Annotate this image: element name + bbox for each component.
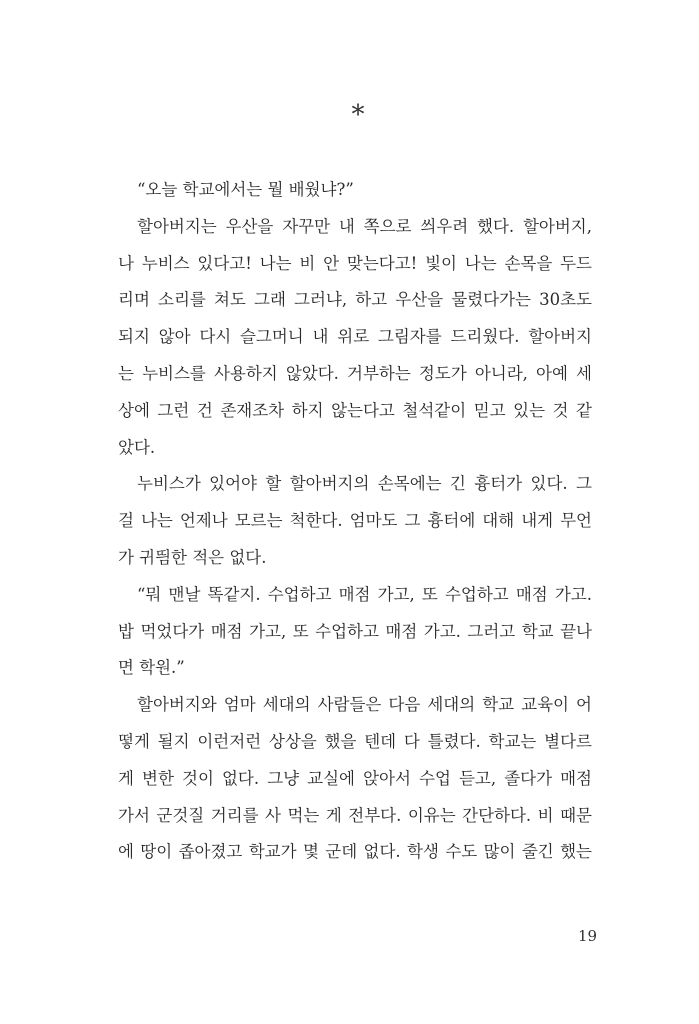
text-line: 가 귀띔한 적은 없다.: [118, 547, 267, 567]
section-break-asterisk: *: [351, 100, 365, 130]
text-line: 누비스가 있어야 할 할아버지의 손목에는 긴 흉터가 있다. 그: [137, 474, 592, 494]
text-line: 할아버지와 엄마 세대의 사람들은 다음 세대의 학교 교육이 어: [137, 695, 592, 715]
text-line: 밥 먹었다가 매점 가고, 또 수업하고 매점 가고. 그러고 학교 끝나: [118, 621, 592, 641]
body-text: [118, 172, 592, 871]
text-line: 가서 군것질 거리를 사 먹는 게 전부다. 이유는 간단하다. 비 때문: [118, 805, 592, 825]
text-line: 상에 그런 건 존재조차 하지 않는다고 철석같이 믿고 있는 것 같: [118, 400, 592, 420]
text-line: 면 학원.”: [118, 658, 185, 678]
text-line: “뭐 맨날 똑같지. 수업하고 매점 가고, 또 수업하고 매점 가고.: [137, 584, 592, 604]
text-line: 에 땅이 좁아졌고 학교가 몇 군데 없다. 학생 수도 많이 줄긴 했는: [118, 842, 592, 862]
text-line: 는 누비스를 사용하지 않았다. 거부하는 정도가 아니라, 아예 세: [118, 363, 592, 383]
text-line: “오늘 학교에서는 뭘 배웠냐?”: [137, 180, 354, 199]
page-number: 19: [578, 927, 598, 945]
text-line: 았다.: [118, 437, 156, 457]
text-line: 나 누비스 있다고! 나는 비 안 맞는다고! 빛이 나는 손목을 두드: [118, 253, 592, 273]
text-line: 떻게 될지 이런저런 상상을 했을 텐데 다 틀렸다. 학교는 별다르: [118, 731, 592, 751]
text-line: 리며 소리를 쳐도 그래 그러냐, 하고 우산을 물렸다가는 30초도: [118, 290, 592, 310]
text-line: 되지 않아 다시 슬그머니 내 위로 그림자를 드리웠다. 할아버지: [118, 327, 592, 347]
text-line: 게 변한 것이 없다. 그냥 교실에 앉아서 수업 듣고, 졸다가 매점: [118, 768, 592, 788]
text-line: 걸 나는 언제나 모르는 척한다. 엄마도 그 흉터에 대해 내게 무언: [118, 511, 592, 531]
text-line: 할아버지는 우산을 자꾸만 내 쪽으로 씌우려 했다. 할아버지,: [137, 216, 592, 236]
